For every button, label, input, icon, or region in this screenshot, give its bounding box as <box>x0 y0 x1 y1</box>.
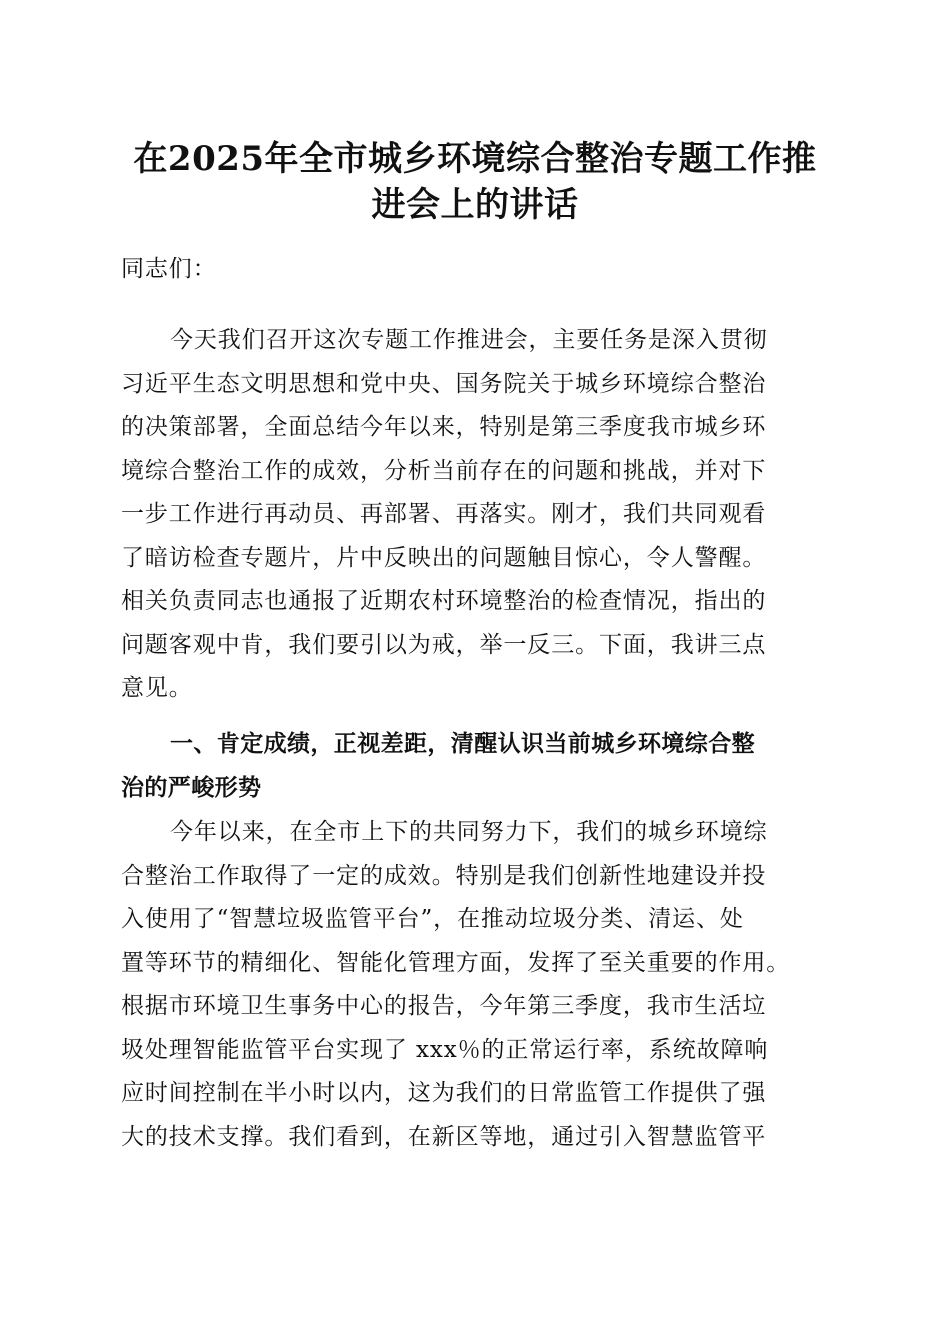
heading-line: 治的严峻形势 <box>121 774 262 801</box>
paragraph-line: 一步工作进行再动员、再部署、再落实。刚才，我们共同观看 <box>121 501 767 527</box>
greeting-text: 同志们： <box>121 256 217 282</box>
paragraph-line: 意见。 <box>121 675 193 701</box>
paragraph-line: 境综合整治工作的成效，分析当前存在的问题和挑战，并对下 <box>121 457 767 484</box>
title-line-1: 在2025年全市城乡环境综合整治专题工作推 <box>133 139 817 179</box>
paragraph-line: 习近平生态文明思想和党中央、国务院关于城乡环境综合整治 <box>121 370 767 397</box>
paragraph-intro <box>121 319 833 711</box>
paragraph-line: 大的技术支撑。我们看到，在新区等地，通过引入智慧监管平 <box>121 1123 767 1150</box>
paragraph-achievements <box>121 811 833 1159</box>
title-line-2: 进会上的讲话 <box>371 185 579 225</box>
heading-line: 一、肯定成绩，正视差距，清醒认识当前城乡环境综合整 <box>170 731 755 757</box>
paragraph-line: 今天我们召开这次专题工作推进会，主要任务是深入贯彻 <box>170 327 768 353</box>
paragraph-line: 的决策部署，全面总结今年以来，特别是第三季度我市城乡环 <box>121 414 767 440</box>
paragraph-line: 相关负责同志也通报了近期农村环境整治的检查情况，指出的 <box>121 588 767 614</box>
paragraph-line: 合整治工作取得了一定的成效。特别是我们创新性地建设并投 <box>121 862 767 889</box>
paragraph-line: 根据市环境卫生事务中心的报告，今年第三季度，我市生活垃 <box>121 993 767 1019</box>
paragraph-line: 置等环节的精细化、智能化管理方面，发挥了至关重要的作用。 <box>121 949 791 976</box>
paragraph-line: 入使用了“智慧垃圾监管平台”，在推动垃圾分类、清运、处 <box>121 906 744 932</box>
paragraph-line: 应时间控制在半小时以内，这为我们的日常监管工作提供了强 <box>121 1080 767 1106</box>
paragraph-line: 问题客观中肯，我们要引以为戒，举一反三。下面，我讲三点 <box>121 631 767 658</box>
paragraph-line: 今年以来，在全市上下的共同努力下，我们的城乡环境综 <box>170 819 768 845</box>
section-heading-1 <box>121 723 833 810</box>
document-title <box>100 136 850 228</box>
paragraph-line: 了暗访检查专题片，片中反映出的问题触目惊心，令人警醒。 <box>121 544 767 571</box>
paragraph-line: 圾处理智能监管平台实现了 xxx％的正常运行率，系统故障响 <box>121 1036 769 1063</box>
greeting <box>121 248 833 292</box>
